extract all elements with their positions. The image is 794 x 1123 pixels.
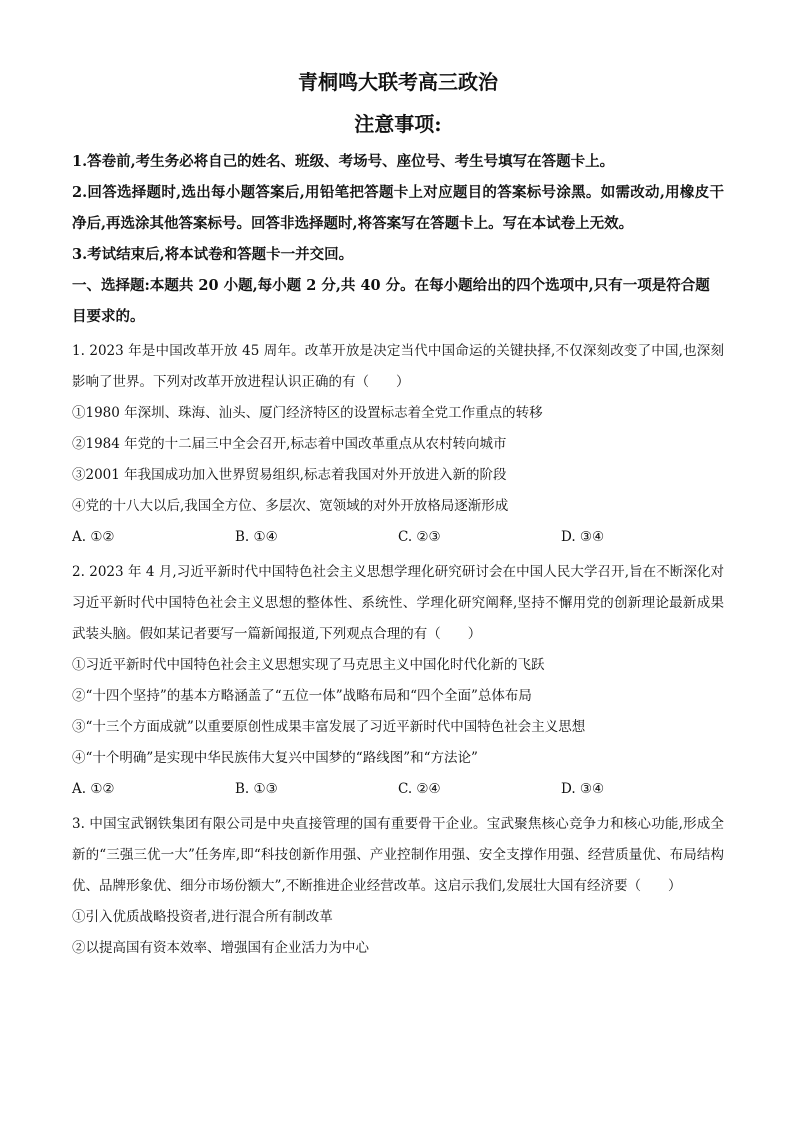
question-3 — [72, 809, 724, 964]
answer-choices — [72, 522, 724, 553]
question-item: ②以提高国有资本效率、增强国有企业活力为中心 — [72, 940, 369, 956]
notice-item: 1.答卷前,考生务必将自己的姓名、班级、考场号、座位号、考生号填写在答题卡上。 — [72, 153, 615, 170]
answer-choices — [72, 774, 724, 805]
question-item: ②“十四个坚持”的基本方略涵盖了“五位一体”战略布局和“四个全面”总体布局 — [72, 688, 532, 704]
choice-c: C. ②④ — [398, 781, 441, 797]
question-item: ③“十三个方面成就”以重要原创性成果丰富发展了习近平新时代中国特色社会主义思想 — [72, 719, 586, 735]
choice-a: A. ①② — [72, 529, 115, 545]
question-item: ②1984 年党的十二届三中全会召开,标志着中国改革重点从农村转向城市 — [72, 436, 507, 452]
question-item: ③2001 年我国成功加入世界贸易组织,标志着我国对外开放进入新的阶段 — [72, 467, 507, 483]
choice-b: B. ①④ — [235, 529, 278, 545]
choice-c: C. ②③ — [398, 529, 441, 545]
question-2 — [72, 557, 724, 805]
notice-heading: 注意事项: — [354, 112, 442, 136]
section-heading: 一、选择题:本题共 20 小题,每小题 2 分,共 40 分。在每小题给出的四个选项中,只有一项是符合题目要求的。 — [72, 277, 710, 325]
choice-d: D. ③④ — [561, 781, 605, 797]
question-item: ④“十个明确”是实现中华民族伟大复兴中国梦的“路线图”和“方法论” — [72, 750, 478, 766]
question-item: ①习近平新时代中国特色社会主义思想实现了马克思主义中国化时代化新的飞跃 — [72, 657, 545, 673]
choice-b: B. ①③ — [235, 781, 278, 797]
question-item: ①1980 年深圳、珠海、汕头、厦门经济特区的设置标志着全党工作重点的转移 — [72, 405, 543, 421]
question-stem: 2. 2023 年 4 月,习近平新时代中国特色社会主义思想学理化研究研讨会在中国人民大学召开,旨在不断深化对习近平新时代中国特色社会主义思想的整体性、系统性、学理化研究阐释,坚持不懈用党的创新理论最新成果武装头脑。假如某记者要写一篇新闻报道,下列观点合理的有（ ） — [72, 564, 724, 642]
choice-d: D. ③④ — [561, 529, 605, 545]
notice-item: 3.考试结束后,将本试卷和答题卡一并交回。 — [72, 246, 354, 263]
notice-item: 2.回答选择题时,选出每小题答案后,用铅笔把答题卡上对应题目的答案标号涂黑。如需改动,用橡皮干净后,再选涂其他答案标号。回答非选择题时,将答案写在答题卡上。写在本试卷上无效。 — [72, 184, 724, 232]
question-item: ④党的十八大以后,我国全方位、多层次、宽领域的对外开放格局逐渐形成 — [72, 498, 509, 514]
question-1 — [72, 336, 724, 553]
question-item: ①引入优质战略投资者,进行混合所有制改革 — [72, 909, 333, 925]
question-stem: 3. 中国宝武钢铁集团有限公司是中央直接管理的国有重要骨干企业。宝武聚焦核心竞争力和核心功能,形成全新的“三强三优一大”任务库,即“科技创新作用强、产业控制作用强、安全支撑作用强、经营质量优、布局结构优、品牌形象优、细分市场份额大”,不断推进企业经营改革。这启示我们,发展壮大国有经济要（ ） — [72, 816, 724, 894]
notice-list — [72, 146, 724, 270]
page-title: 青桐鸣大联考高三政治 — [298, 70, 498, 94]
choice-a: A. ①② — [72, 781, 115, 797]
question-stem: 1. 2023 年是中国改革开放 45 周年。改革开放是决定当代中国命运的关键抉择,不仅深刻改变了中国,也深刻影响了世界。下列对改革开放进程认识正确的有（ ） — [72, 343, 724, 390]
